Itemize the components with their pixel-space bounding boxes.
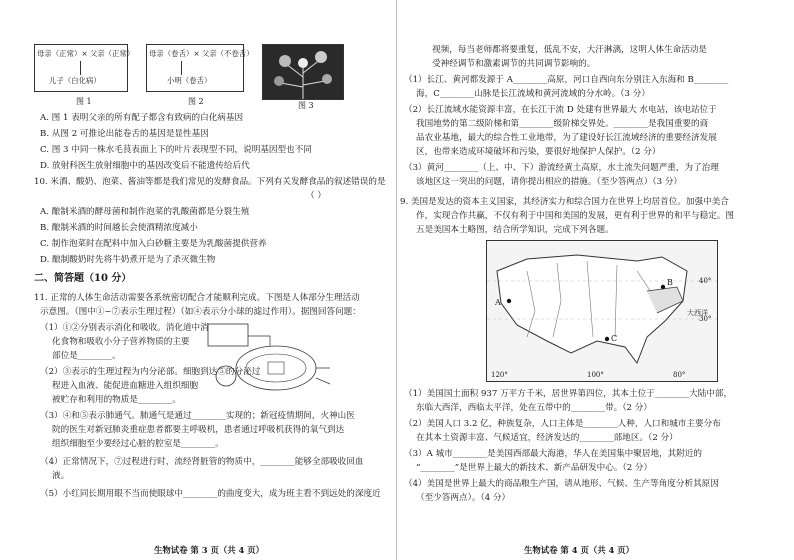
right-page xyxy=(398,0,794,560)
q10-option-d: D. 酿制酸奶时先将牛奶煮开是为了杀灭微生物 xyxy=(40,255,216,265)
fig3-caption: 图 3 xyxy=(298,101,314,110)
text-line: 海，C________山脉是长江流域和黄河流域的分水岭。（3 分） xyxy=(416,89,650,99)
left-page xyxy=(0,0,396,560)
q9-answer-line: 东临大西洋，西临太平洋，处在五带中的________带。（2 分） xyxy=(416,403,652,413)
text-line: 该地区这一突出的问题，请你提出相应的措施。（至少答两点）（3 分） xyxy=(416,177,683,187)
fig1-child: 儿子（白化病） xyxy=(49,76,101,85)
fig1-arrow xyxy=(80,61,81,75)
map-lat-30: 30° xyxy=(699,315,712,323)
q11-line: （2）③表示的生理过程为内分泌部。细胞到达⑤的分泌过 xyxy=(40,367,261,377)
q9-answer-line: “________”是世界上最大的新技术、新产品研发中心。（2 分） xyxy=(416,463,653,473)
q11-line: （4）正常情况下，⑦过程进行时，流经肾脏管的物质中，________能够全部吸收回血 xyxy=(40,457,364,467)
q9-option-d: D. 放射科医生放射细胞中的基因改变后不能遗传给后代 xyxy=(40,161,250,171)
q11-line: 化食物和吸收小分子营养物质的主要 xyxy=(52,337,190,347)
text-line: 我国地势的第二级阶梯和第________级阶梯交界处。________是我国重要的商 xyxy=(416,119,709,129)
map-lat-40: 40° xyxy=(699,277,712,285)
page-footer: 生物试卷 第 4 页（共 4 页） xyxy=(524,545,634,555)
q9-answer-line: （3）A 城市________是美国西部最大海港，华人在美国集中聚居地，其附近的 xyxy=(404,449,703,459)
section-heading: 二、简答题（10 分） xyxy=(34,273,132,284)
q11-line: 院的医生对新冠肺炎重症患者都要主呼吸机，患者通过呼吸机获得的氧气到达 xyxy=(52,425,345,435)
page-divider xyxy=(396,0,397,560)
q11-line: 部位是________。 xyxy=(52,351,121,361)
q9-answer-line: 在其本土资源丰富、气候适宜，经济发达的________部地区。（2 分） xyxy=(416,433,678,443)
plant-illustration xyxy=(263,45,343,99)
text-line: （1）长江、黄河都发源于 A________高原，河口自西向东分别注入东海和 B________ xyxy=(404,75,729,85)
q11-line: 液。 xyxy=(52,471,70,481)
q10-option-a: A. 酿制米酒的酵母菌和制作泡菜的乳酸菌都是分裂生殖 xyxy=(40,207,250,217)
q11-line: （5）小红同长期用眼不当而使眼球中________的曲度变大，成为班主看不到远处的深度近 xyxy=(40,489,381,499)
q11-line: 程进入血液、能促进血糖进入组织细胞 xyxy=(52,381,199,391)
text-line: 品农业基地，最大的综合性工业地带，为了建设好长江流域经济的重要经济发展 xyxy=(416,133,717,143)
q11-line: （3）④和⑤表示肺通气。肺通气是通过________实现的；新冠疫情期间，火神山医 xyxy=(40,411,355,421)
fig2-caption: 图 2 xyxy=(188,97,204,106)
map-label-c: C xyxy=(611,334,618,343)
q11-line: （1）①②分别表示消化和吸收。消化道中消 xyxy=(40,323,209,333)
q10-stem: 10. 米酒、酸奶、泡菜、酱油等都是我们常见的发酵食品。下列有关发酵食品的叙述错误的是 xyxy=(34,177,386,187)
figure-2 xyxy=(146,44,254,92)
map-lon-100: 100° xyxy=(587,371,604,379)
q9-answer-line: （2）美国人口 3.2 亿，种族复杂，人口主体是________人种，人口和城市主要分布 xyxy=(404,419,721,429)
q9-option-c: C. 图 3 中同一株水毛茛表面上下的叶片表现型不同，说明基因型也不同 xyxy=(40,145,312,155)
figure-1 xyxy=(34,44,135,92)
q9-line: 作，实现合作共赢，不仅有利于中国和美国的发展，更有利于世界的和平与稳定。图 xyxy=(416,211,734,221)
map-lon-80: 80° xyxy=(673,371,686,379)
q9-line: 9. 美国是发达的资本主义国家，其经济实力和综合国力在世界上均居首位。加强中美合 xyxy=(400,197,729,207)
q11-line: 组织细胞至少要经过心脏的腔室是________。 xyxy=(52,439,224,449)
physiology-diagram xyxy=(206,318,334,404)
map-label-a: A xyxy=(495,298,501,307)
q9-option-a: A. 图 1 表明父亲的所有配子都含有致病的白化病基因 xyxy=(40,113,244,123)
fig1-caption: 图 1 xyxy=(76,97,92,106)
q9-answer-line: （4）美国是世界上最大的商品粮生产国，请从地形、气候、生产等角度分析其原因 xyxy=(404,479,719,489)
page-footer: 生物试卷 第 3 页（共 4 页） xyxy=(154,545,264,555)
map-label-b: B xyxy=(667,278,673,287)
text-line: （3）黄河________（上、中、下）游流经黄土高原，水土流失问题严重，为了治理 xyxy=(404,163,719,173)
us-map xyxy=(486,240,718,382)
fig1-parents: 母亲（正常）× 父亲（正常） xyxy=(37,49,135,58)
us-map-drawing xyxy=(487,241,717,381)
text-line: （2）长江流域水能资源丰富，在长江干流 D 处建有世界最大 水电站，该电站位于 xyxy=(404,105,717,115)
q9-answer-line: （至少答两点）。（4 分） xyxy=(416,493,511,503)
fig2-child: 小明（卷舌） xyxy=(167,76,212,85)
q10-option-c: C. 制作泡菜时在配料中加入白砂糖主要是为乳酸菌提供营养 xyxy=(40,239,267,249)
q11-line: 示意图。（图中①~⑦表示生理过程）（如④表示分小球的滤过作用）。据图回答问题： xyxy=(40,307,361,317)
map-lon-120: 120° xyxy=(491,371,508,379)
figure-3-plant-image xyxy=(262,44,344,100)
q10-answer-paren: （ ） xyxy=(306,191,326,201)
q11-line: 11. 正常的人体生命活动需要各系统密切配合才能顺利完成。下图是人体部分生理活动 xyxy=(34,293,360,303)
text-line: 视频，每当老师都将要重复，低乱不安，大汗淋漓，这明人体生命活动是 xyxy=(432,45,708,55)
q9-option-b: B. 从图 2 可推论出能卷舌的基因是显性基因 xyxy=(40,129,209,139)
q9-answer-line: （1）美国国土面积 937 万平方千米，居世界第四位，其本土位于________大陆中部， xyxy=(404,389,733,399)
map-label-sea: 大西洋 xyxy=(687,309,708,317)
text-line: 受神经调节和激素调节的共同调节影响的。 xyxy=(432,59,596,69)
fig2-parents: 母亲（卷舌）× 父亲（不卷舌） xyxy=(149,49,254,58)
q11-line: 被贮存和利用的物质是________。 xyxy=(52,395,181,405)
fig2-arrow xyxy=(181,61,182,75)
q10-option-b: B. 酿制米酒的时间越长会使酒精浓度减小 xyxy=(40,223,198,233)
q9-line: 五是美国本土略图，结合所学知识，完成下列各题。 xyxy=(416,225,614,235)
text-line: 区，也带来造成环境破坏和污染，要很好地保护人保护。（2 分） xyxy=(416,147,661,157)
